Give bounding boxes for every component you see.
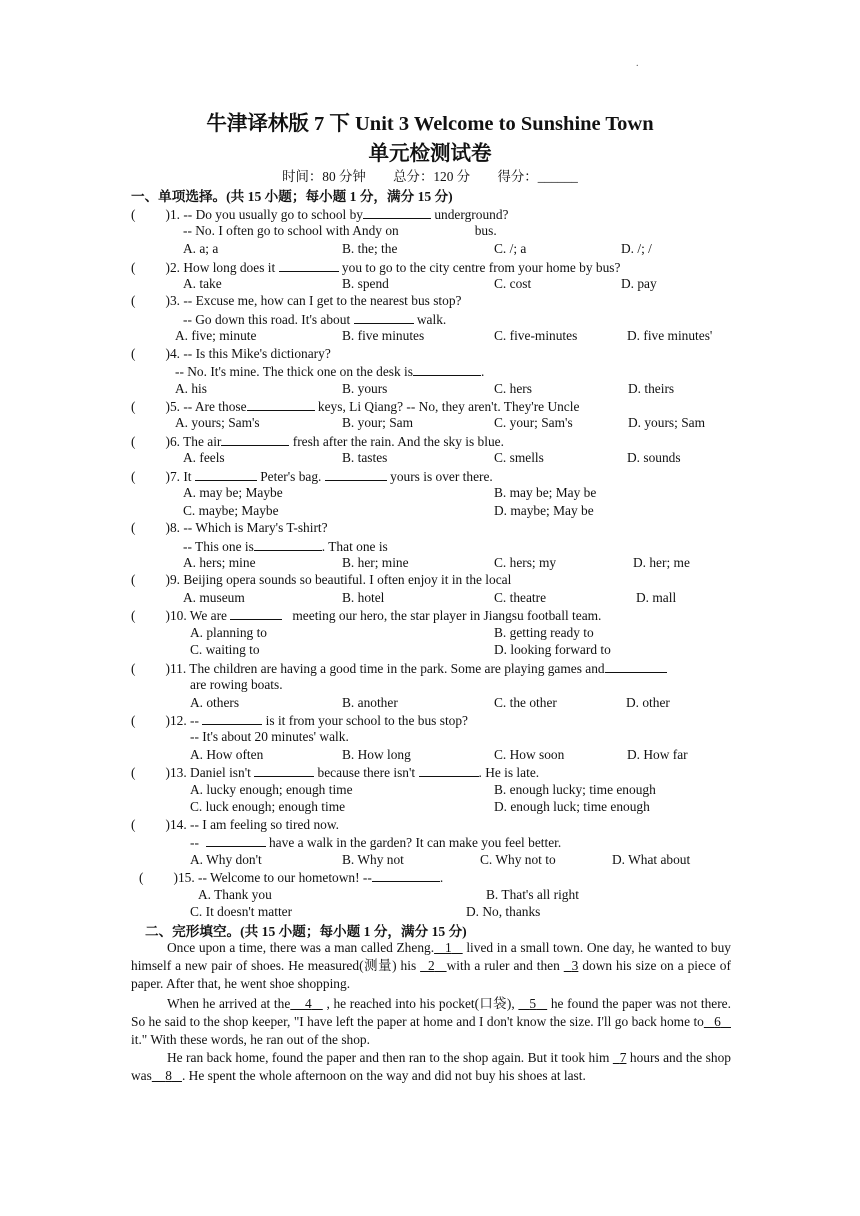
q7-option-b: B. may be; May be (494, 485, 597, 500)
q1-option-a: A. a; a (183, 241, 219, 256)
q14-option-d: D. What about (612, 852, 691, 867)
question-3-reply: -- Go down this road. It's about walk. (183, 312, 447, 327)
q7-option-c: C. maybe; Maybe (183, 503, 279, 518)
score-field: 得分：______ (497, 169, 578, 184)
q9-option-a: A. museum (183, 590, 245, 605)
q7-option-d: D. maybe; May be (494, 503, 594, 518)
q11-option-d: D. other (626, 695, 670, 710)
question-7: ( )7. It Peter's bag. yours is over there. (131, 469, 493, 484)
q1-option-c: C. /; a (494, 241, 527, 256)
q1-option-b: B. the; the (342, 241, 398, 256)
cloze-paragraph-3: He ran back home, found the paper and then ran to the shop again. But it took him 7 hours and the shop was 8 . He spent the whole afternoon on the way and did not buy his shoes at last. (131, 1050, 731, 1083)
q13-option-c: C. luck enough; enough time (190, 799, 346, 814)
question-12: ( )12. -- is it from your school to the bus stop? (131, 713, 469, 728)
q14-option-a: A. Why don't (190, 852, 262, 867)
q6-option-b: B. tastes (342, 450, 388, 465)
question-12-reply: -- It's about 20 minutes' walk. (190, 729, 349, 744)
q15-option-a: A. Thank you (198, 887, 272, 902)
question-9: ( )9. Beijing opera sounds so beautiful. I often enjoy it in the local (131, 572, 512, 587)
question-1: ( )1. -- Do you usually go to school by underground? (131, 207, 509, 222)
q11-option-b: B. another (342, 695, 398, 710)
q5-option-c: C. your; Sam's (494, 415, 573, 430)
question-8: ( )8. -- Which is Mary's T-shirt? (131, 520, 328, 535)
exam-title: 牛津译林版 7 下 Unit 3 Welcome to Sunshine Town (206, 113, 654, 135)
question-1-reply: -- No. I often go to school with Andy on bus. (183, 223, 497, 238)
q15-option-b: B. That's all right (486, 887, 579, 902)
blank-5: 5 (529, 996, 537, 1011)
question-14: ( )14. -- I am feeling so tired now. (131, 817, 340, 832)
q1-option-d: D. /; / (621, 241, 652, 256)
q14-option-c: C. Why not to (480, 852, 556, 867)
q4-option-b: B. yours (342, 381, 388, 396)
q15-option-c: C. It doesn't matter (190, 904, 293, 919)
q7-option-a: A. may be; Maybe (183, 485, 283, 500)
corner-dot: . (636, 58, 639, 69)
q2-option-c: C. cost (494, 276, 532, 291)
question-2: ( )2. How long does it you to go to the city centre from your home by bus? (131, 260, 621, 275)
q5-option-d: D. yours; Sam (628, 415, 705, 430)
section1-heading: 一、单项选择。(共 15 小题；每小题 1 分，满分 15 分) (131, 189, 453, 204)
blank-4: 4 (305, 996, 312, 1011)
q13-option-a: A. lucky enough; enough time (190, 782, 353, 797)
q15-option-d: D. No, thanks (466, 904, 541, 919)
q3-option-c: C. five-minutes (494, 328, 578, 343)
cloze-paragraph-1: Once upon a time, there was a man called Zheng. 1 lived in a small town. One day, he wanted to buy himself a new pair of shoes. He measured(测量) his 2 with a ruler and then 3 down his size on a piece of paper. After that, he went shoe shopping. (131, 940, 732, 991)
q3-option-d: D. five minutes' (627, 328, 713, 343)
q2-option-a: A. take (183, 276, 222, 291)
q14-option-b: B. Why not (342, 852, 404, 867)
total-score: 总分：120 分 (393, 169, 471, 184)
question-10: ( )10. We are meeting our hero, the star player in Jiangsu football team. (131, 608, 602, 623)
exam-subtitle: 单元检测试卷 (368, 143, 492, 165)
question-5: ( )5. -- Are those keys, Li Qiang? -- No, they aren't. They're Uncle (131, 399, 580, 414)
q8-option-a: A. hers; mine (183, 555, 256, 570)
q11-option-a: A. others (190, 695, 240, 710)
q12-option-b: B. How long (342, 747, 411, 762)
q6-option-a: A. feels (183, 450, 225, 465)
q9-option-b: B. hotel (342, 590, 385, 605)
question-4: ( )4. -- Is this Mike's dictionary? (131, 346, 331, 361)
question-11-cont: are rowing boats. (190, 677, 283, 692)
q4-option-a: A. his (175, 381, 207, 396)
q12-option-a: A. How often (190, 747, 264, 762)
q12-option-d: D. How far (627, 747, 688, 762)
q5-option-b: B. your; Sam (342, 415, 414, 430)
q3-option-a: A. five; minute (175, 328, 257, 343)
q6-option-c: C. smells (494, 450, 544, 465)
q4-option-c: C. hers (494, 381, 532, 396)
q12-option-c: C. How soon (494, 747, 565, 762)
section2-heading: 二、完形填空。(共 15 小题；每小题 1 分，满分 15 分) (145, 924, 467, 939)
cloze-paragraph-2: When he arrived at the 4 , he reached into his pocket(口袋), 5 he found the paper was not there. So he said to the shop keeper, "I have left the paper at home and I don't know the size. I'll go back home to 6 it." With these words, he ran out of the shop. (131, 996, 731, 1047)
q8-option-b: B. her; mine (342, 555, 409, 570)
time-limit: 时间：80 分钟 (282, 169, 366, 184)
exam-meta (0, 166, 860, 185)
question-14-reply: -- have a walk in the garden? It can make you feel better. (190, 835, 562, 850)
q2-option-d: D. pay (621, 276, 657, 291)
q3-option-b: B. five minutes (342, 328, 425, 343)
q13-option-d: D. enough luck; time enough (494, 799, 650, 814)
q13-option-b: B. enough lucky; time enough (494, 782, 656, 797)
q2-option-b: B. spend (342, 276, 389, 291)
q8-option-c: C. hers; my (494, 555, 557, 570)
q11-option-c: C. the other (494, 695, 557, 710)
question-4-reply: -- No. It's mine. The thick one on the desk is . (175, 364, 485, 379)
blank-1: 1 (445, 940, 452, 955)
q10-option-b: B. getting ready to (494, 625, 594, 640)
blank-7: 7 (619, 1050, 627, 1065)
q10-option-a: A. planning to (190, 625, 267, 640)
q4-option-d: D. theirs (628, 381, 675, 396)
blank-8: 8 (165, 1068, 172, 1083)
blank-2: 2 (428, 958, 435, 973)
question-15: ( )15. -- Welcome to our hometown! -- . (139, 870, 444, 885)
q6-option-d: D. sounds (627, 450, 681, 465)
q8-option-d: D. her; me (633, 555, 690, 570)
q10-option-c: C. waiting to (190, 642, 260, 657)
q9-option-c: C. theatre (494, 590, 547, 605)
question-13: ( )13. Daniel isn't because there isn't . He is late. (131, 765, 540, 780)
blank-3: 3 (571, 958, 579, 973)
question-11: ( )11. The children are having a good time in the park. Some are playing games and (131, 659, 667, 677)
q10-option-d: D. looking forward to (494, 642, 611, 657)
blank-6: 6 (714, 1014, 721, 1029)
q9-option-d: D. mall (636, 590, 677, 605)
q5-option-a: A. yours; Sam's (175, 415, 260, 430)
question-3: ( )3. -- Excuse me, how can I get to the nearest bus stop? (131, 293, 462, 308)
question-6: ( )6. The air fresh after the rain. And the sky is blue. (131, 434, 504, 449)
question-8-reply: -- This one is . That one is (183, 539, 388, 554)
